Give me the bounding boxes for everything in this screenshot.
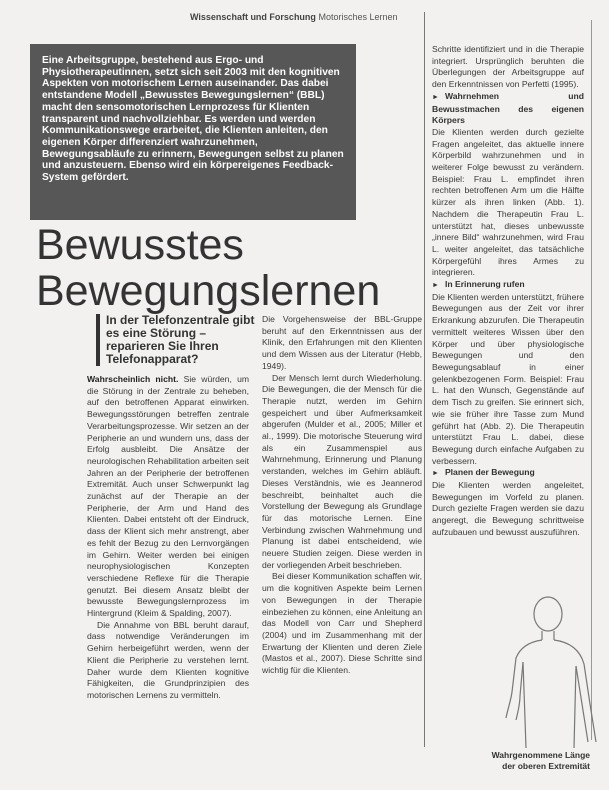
body-column-3 — [432, 44, 584, 604]
section-heading-text: Planen der Bewegung — [444, 467, 535, 478]
paragraph — [432, 44, 584, 91]
article-title — [36, 222, 380, 314]
running-header — [190, 12, 398, 22]
running-header-section: Wissenschaft und Forschung — [190, 12, 316, 22]
body-outline-figure — [490, 592, 600, 748]
title-line-1: Bewusstes — [36, 221, 244, 269]
paragraph-text: Die Klienten werden durch gezielte Fragen angeleitet, das aktuelle innere Körperbild wahrzunehmen und in weiterer Folge bewusst zu verändern. Beispiel: Frau L. empfindet ihren rechten betroffenen Arm um die Hälfte kürzer als ihren linken (Abb. 1). Nachdem die Therapeutin Frau L. unterstützt hat, dieses unbewusste „innere Bild“ wahrzunehmen, wird Frau L. weiter angeleitet, das tatsächliche Körpergefühl ihres Armes zu integrieren. — [432, 126, 584, 278]
column-divider — [424, 12, 425, 747]
abstract-box — [30, 44, 356, 220]
triangle-bullet-icon: ► — [432, 282, 439, 290]
section-heading — [432, 467, 584, 480]
section-heading-text: Wahrnehmen und Bewusstmachen des eigenen Körpers — [432, 90, 584, 126]
paragraph-text: Sie würden, um die Störung in der Zentrale zu beheben, auf den betroffenen Apparat einwirken. Bewegungsstörungen betreffen zentrale Verarbeitungsprozesse. Wir setzen an der Peripherie an und wundern uns, dass der Erfolg ausbleibt. Die Ansätze der neurologischen Rehabilitation arbeiten seit Jahren an der Peripherie der betroffenen Extremität. Auch unser Schwerpunkt lag zunächst auf der Therapie an der Peripherie, der Arm und Hand des Klienten. Dabei entsteht oft der Eindruck, dass der Klient sich mehr anstrengt, aber es fehlt der Bezug zu den Lernvorgängen im Gehirn. Weiter werden bei einigen neurophysiologischen Konzepten verschiedene Reflexe für die Therapie genutzt. Bei diesem Ansatz bleibt der bewusste Bewegungslernprozess im Hintergrund (Kleim & Spalding, 2007). — [87, 374, 249, 619]
paragraph — [432, 480, 584, 539]
figure-caption: Wahrgenommene Länge der oberen Extremität — [491, 750, 590, 771]
paragraph-text: Die Klienten werden unterstützt, frühere Bewegungen aus der Zeit vor ihrer Erkrankung abzurufen. Die Therapeutin vermittelt weiteres Wissen über den Körper und über physiologische Bewegungen und den Bewegungsablauf in einer gelenkbezogenen Form. Beispiel: Frau L. hat den Wunsch, Gegenstände auf dem Tisch zu greifen. Sie erinnert sich, wie sie früher ihre Tasse zum Mund geführt hat (Abb. 2). Die Therapeutin unterstützt Frau L. dabei, diese Bewegung durch einfache Aufgaben zu verbessern. — [432, 291, 584, 466]
section-heading — [432, 279, 584, 292]
paragraph — [87, 620, 249, 702]
title-line-2: Bewegungslernen — [36, 267, 381, 315]
paragraph — [87, 374, 249, 620]
intro-question: In der Telefonzentrale gibt es eine Störung – reparieren Sie Ihren Telefonapparat? — [96, 314, 266, 366]
body-column-2 — [262, 314, 422, 788]
paragraph — [262, 373, 422, 572]
paragraph-text: Schritte identifiziert und in die Therapie integriert. Ursprünglich beruhten die Überlegungen der Arbeitsgruppe auf den Erkenntnissen von Perfetti (1995). — [432, 44, 584, 90]
paragraph — [432, 127, 584, 279]
paragraph-text: Bei dieser Kommunikation schaffen wir, um die kognitiven Aspekte beim Lernen von Bewegungen in der Therapie einbeziehen zu können, eine Anleitung an das Modell von Carr und Shepherd (2004) und im Zusammenhang mit der Erwartung der Klienten und deren Ziele (Mastos et al., 2007). Diese Schritte sind wichtig für die Klienten. — [262, 571, 422, 676]
triangle-bullet-icon: ► — [432, 470, 439, 478]
abstract-text: Eine Arbeitsgruppe, bestehend aus Ergo- und Physiotherapeutinnen, setzt sich seit 2003 mit den kognitiven Aspekten von motorischem Lernen auseinander. Das dabei entstandene Modell „Bewusstes Bewegungslernen“ (BBL) macht den sensomotorischen Lernprozess für Klienten transparent und nachvollziehbar. Es werden und werden Kommunikationswege erarbeitet, die Klienten anleiten, den eigenen Körper differenziert wahrzunehmen, Bewegungsabläufe zu erinnern, Bewegungen selbst zu planen und anzusteuern. Ebenso wird ein körpereigenes Feedback-System gefördert. — [42, 55, 344, 184]
lead-in: Wahrscheinlich nicht. — [87, 374, 179, 384]
paragraph — [262, 314, 422, 373]
paragraph-text: Die Annahme von BBL beruht darauf, dass notwendige Veränderungen im Gehirn herbeigeführt werden, wenn der Klient die Peripherie zu verstehen lernt. Daher wurde dem Klienten kognitive Fähigkeiten, die Grundprinzipien des motorischen Lernens zu vermitteln. — [87, 619, 249, 700]
paragraph-text: Die Vorgehensweise der BBL-Gruppe beruht auf den Erkenntnissen aus der Klinik, den Erfahrungen mit den Klienten und dem Wissen aus der Literatur (Hebb, 1949). — [262, 314, 422, 371]
section-heading-text: In Erinnerung rufen — [444, 279, 525, 290]
paragraph — [262, 571, 422, 676]
section-heading — [432, 91, 584, 127]
paragraph — [432, 292, 584, 468]
running-header-topic: Motorisches Lernen — [318, 12, 398, 22]
body-column-1 — [87, 374, 249, 788]
paragraph-text: Der Mensch lernt durch Wiederholung. Die Bewegungen, die der Mensch für die Therapie nutzt, werden im Gehirn gespeichert und über Aufmerksamkeit abgerufen (Mulder et al., 2005; Miller et al., 1999). Die motorische Steuerung wird als ein Zusammenspiel aus Wahrnehmung, Erinnerung und Planung verstanden, welches im Gehirn abläuft. Dieses Verständnis, wie es Jeannerod beschreibt, beinhaltet auch die Vorstellung der Bewegung als Grundlage für das motorische Lernen. Eine Verbindung zwischen Wahrnehmung und Planung ist dabei entscheidend, wie neuere Studien zeigen. Diese werden in der vorliegenden Arbeit beschrieben. — [262, 372, 422, 570]
paragraph-text: Die Klienten werden angeleitet, Bewegungen im Vorfeld zu planen. Durch gezielte Fragen werden sie dazu angeregt, die Bewegung schrittweise aufzubauen und bewusst auszuführen. — [432, 480, 584, 537]
triangle-bullet-icon: ► — [432, 93, 439, 101]
